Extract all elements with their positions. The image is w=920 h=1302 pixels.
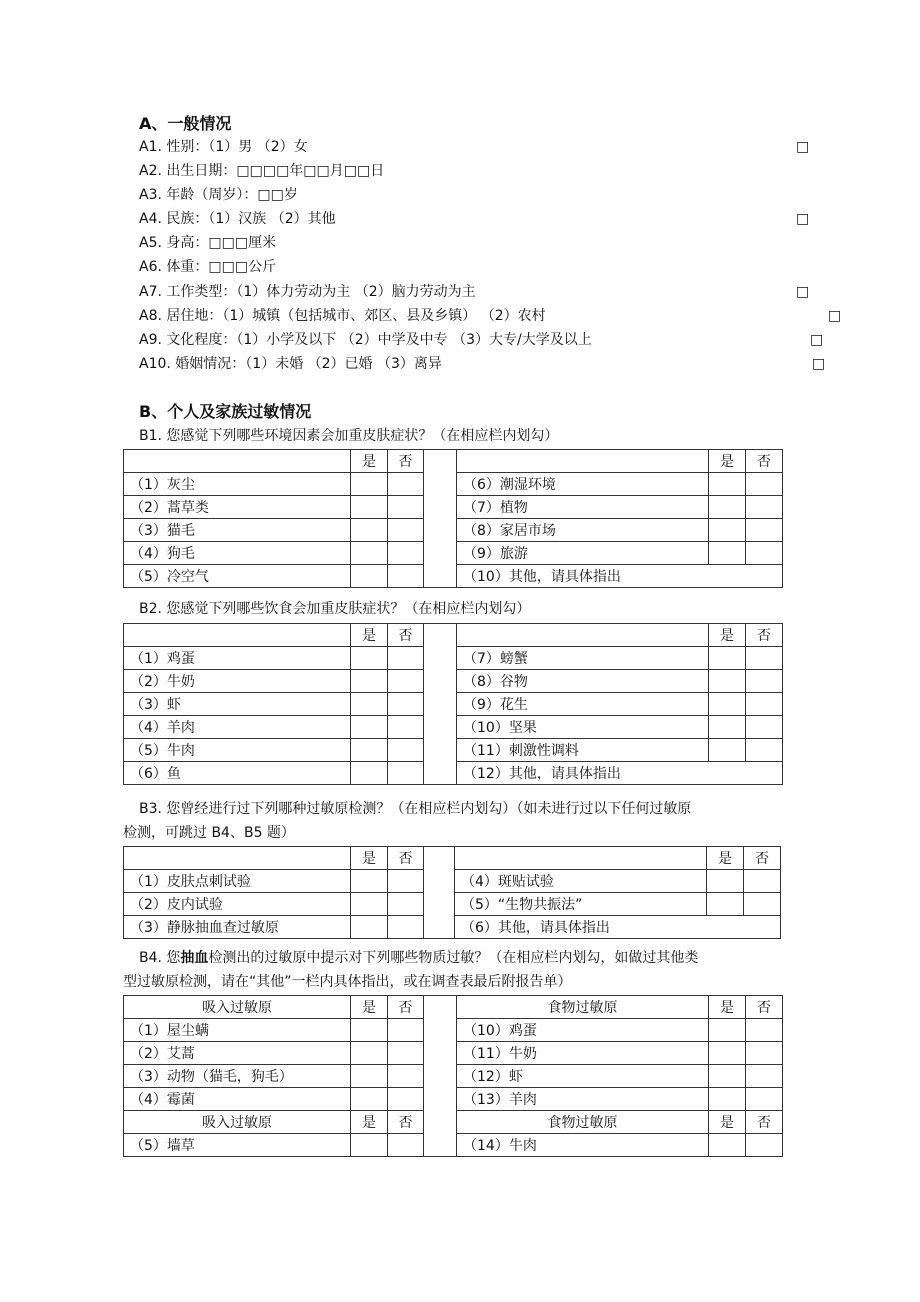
yes-cell[interactable] bbox=[709, 716, 746, 739]
b2-item: （11）刺激性调料 bbox=[457, 739, 709, 762]
section-b-title: B、个人及家族过敏情况 bbox=[139, 402, 312, 421]
yes-cell[interactable] bbox=[351, 542, 388, 565]
yes-cell[interactable] bbox=[351, 693, 388, 716]
b3-table bbox=[123, 846, 781, 939]
a5-text: A5. 身高：□□□厘米 bbox=[139, 235, 277, 251]
b2-item: （2）牛奶 bbox=[124, 670, 351, 693]
yes-cell[interactable] bbox=[709, 1042, 746, 1065]
yes-cell[interactable] bbox=[351, 565, 388, 588]
b4-question-post: 检测出的过敏原中提示对下列哪些物质过敏？（在相应栏内划勾，如做过其他类 bbox=[208, 950, 699, 966]
yes-cell[interactable] bbox=[351, 1088, 388, 1111]
no-cell[interactable] bbox=[388, 1065, 424, 1088]
yes-cell[interactable] bbox=[351, 1065, 388, 1088]
b4-item: （11）牛奶 bbox=[457, 1042, 709, 1065]
yes-cell[interactable] bbox=[709, 1134, 746, 1157]
yes-cell[interactable] bbox=[709, 1088, 746, 1111]
b3-header-blank bbox=[124, 847, 351, 870]
no-cell[interactable] bbox=[388, 893, 424, 916]
b4-question-line1 bbox=[139, 948, 698, 968]
no-cell[interactable] bbox=[746, 473, 783, 496]
b4-food-header-2: 食物过敏原 bbox=[457, 1111, 709, 1134]
b1-item-other[interactable]: （10）其他，请具体指出 bbox=[457, 565, 783, 588]
a6-text: A6. 体重：□□□公斤 bbox=[139, 259, 277, 275]
b1-yes-header-right: 是 bbox=[709, 450, 746, 473]
yes-cell[interactable] bbox=[351, 1019, 388, 1042]
yes-cell[interactable] bbox=[351, 473, 388, 496]
yes-cell[interactable] bbox=[351, 739, 388, 762]
b3-item-other[interactable]: （6）其他，请具体指出 bbox=[455, 916, 781, 939]
no-cell[interactable] bbox=[388, 542, 424, 565]
b2-gap bbox=[424, 624, 457, 785]
b4-yes-header: 是 bbox=[351, 996, 388, 1019]
yes-cell[interactable] bbox=[351, 1134, 388, 1157]
b2-no-header-right: 否 bbox=[746, 624, 783, 647]
b2-yes-header: 是 bbox=[351, 624, 388, 647]
b3-yes-header-right: 是 bbox=[707, 847, 744, 870]
yes-cell[interactable] bbox=[709, 519, 746, 542]
b3-item: （3）静脉抽血查过敏原 bbox=[124, 916, 351, 939]
b4-item: （5）墙草 bbox=[124, 1134, 351, 1157]
b4-item: （3）动物（猫毛，狗毛） bbox=[124, 1065, 351, 1088]
yes-cell[interactable] bbox=[709, 473, 746, 496]
a3-text: A3. 年龄（周岁）：□□岁 bbox=[139, 187, 298, 203]
no-cell[interactable] bbox=[388, 473, 424, 496]
a7-checkbox[interactable]: □ bbox=[796, 284, 810, 300]
b4-table bbox=[123, 995, 783, 1157]
b2-question: B2. 您感觉下列哪些饮食会加重皮肤症状？（在相应栏内划勾） bbox=[139, 601, 531, 617]
a10-checkbox[interactable]: □ bbox=[812, 356, 826, 372]
no-cell[interactable] bbox=[746, 716, 783, 739]
no-cell[interactable] bbox=[746, 1134, 783, 1157]
b2-item: （9）花生 bbox=[457, 693, 709, 716]
yes-cell[interactable] bbox=[351, 916, 388, 939]
b2-item: （5）牛肉 bbox=[124, 739, 351, 762]
b2-no-header: 否 bbox=[388, 624, 424, 647]
b4-gap bbox=[424, 996, 457, 1157]
a9-text: A9. 文化程度：（1）小学及以下 （2）中学及中专 （3）大专/大学及以上 bbox=[139, 332, 592, 348]
no-cell[interactable] bbox=[746, 670, 783, 693]
yes-cell[interactable] bbox=[709, 496, 746, 519]
b4-inhalant-header: 吸入过敏原 bbox=[124, 996, 351, 1019]
b3-no-header: 否 bbox=[388, 847, 424, 870]
no-cell[interactable] bbox=[746, 739, 783, 762]
no-cell[interactable] bbox=[388, 1134, 424, 1157]
no-cell[interactable] bbox=[746, 519, 783, 542]
a4-text: A4. 民族：（1）汉族 （2）其他 bbox=[139, 211, 336, 227]
no-cell[interactable] bbox=[388, 565, 424, 588]
b2-item: （6）鱼 bbox=[124, 762, 351, 785]
b2-item: （1）鸡蛋 bbox=[124, 647, 351, 670]
b1-header-blank-right bbox=[457, 450, 709, 473]
b1-item: （7）植物 bbox=[457, 496, 709, 519]
no-cell[interactable] bbox=[746, 647, 783, 670]
no-cell[interactable] bbox=[388, 1088, 424, 1111]
a2-text: A2. 出生日期：□□□□年□□月□□日 bbox=[139, 163, 385, 179]
b1-item: （5）冷空气 bbox=[124, 565, 351, 588]
b4-item: （14）牛肉 bbox=[457, 1134, 709, 1157]
a4-checkbox[interactable]: □ bbox=[796, 211, 810, 227]
yes-cell[interactable] bbox=[351, 762, 388, 785]
no-cell[interactable] bbox=[744, 893, 781, 916]
b3-yes-header: 是 bbox=[351, 847, 388, 870]
yes-cell[interactable] bbox=[707, 870, 744, 893]
no-cell[interactable] bbox=[388, 670, 424, 693]
no-cell[interactable] bbox=[388, 519, 424, 542]
b3-question-line1: B3. 您曾经进行过下列哪种过敏原检测？（在相应栏内划勾）（如未进行过以下任何过敏原 bbox=[139, 801, 692, 817]
b4-item: （1）屋尘螨 bbox=[124, 1019, 351, 1042]
a7-text: A7. 工作类型：（1）体力劳动为主 （2）脑力劳动为主 bbox=[139, 284, 476, 300]
yes-cell[interactable] bbox=[351, 519, 388, 542]
b4-item: （13）羊肉 bbox=[457, 1088, 709, 1111]
no-cell[interactable] bbox=[388, 647, 424, 670]
a8-text: A8. 居住地：（1）城镇（包括城市、郊区、县及乡镇） （2）农村 bbox=[139, 308, 546, 324]
b1-item: （3）猫毛 bbox=[124, 519, 351, 542]
a9-checkbox[interactable]: □ bbox=[810, 332, 824, 348]
b1-no-header: 否 bbox=[388, 450, 424, 473]
no-cell[interactable] bbox=[746, 1042, 783, 1065]
b4-yes-header-right-2: 是 bbox=[709, 1111, 746, 1134]
b2-header-blank bbox=[124, 624, 351, 647]
b4-no-header-right: 否 bbox=[746, 996, 783, 1019]
no-cell[interactable] bbox=[744, 870, 781, 893]
b1-item: （8）家居市场 bbox=[457, 519, 709, 542]
b4-item: （10）鸡蛋 bbox=[457, 1019, 709, 1042]
no-cell[interactable] bbox=[388, 870, 424, 893]
no-cell[interactable] bbox=[746, 542, 783, 565]
b4-item: （2）艾蒿 bbox=[124, 1042, 351, 1065]
yes-cell[interactable] bbox=[709, 542, 746, 565]
b4-yes-header-right: 是 bbox=[709, 996, 746, 1019]
no-cell[interactable] bbox=[388, 762, 424, 785]
section-a-title: A、一般情况 bbox=[139, 114, 232, 133]
b1-item: （2）蒿草类 bbox=[124, 496, 351, 519]
b1-table bbox=[123, 449, 783, 588]
b1-item: （6）潮湿环境 bbox=[457, 473, 709, 496]
b1-gap bbox=[424, 450, 457, 588]
yes-cell[interactable] bbox=[351, 670, 388, 693]
a10-text: A10. 婚姻情况：（1）未婚 （2）已婚 （3）离异 bbox=[139, 356, 442, 372]
b2-item: （3）虾 bbox=[124, 693, 351, 716]
no-cell[interactable] bbox=[746, 496, 783, 519]
yes-cell[interactable] bbox=[709, 693, 746, 716]
b2-item: （7）螃蟹 bbox=[457, 647, 709, 670]
no-cell[interactable] bbox=[746, 1019, 783, 1042]
yes-cell[interactable] bbox=[709, 1065, 746, 1088]
no-cell[interactable] bbox=[388, 716, 424, 739]
b1-question: B1. 您感觉下列哪些环境因素会加重皮肤症状？（在相应栏内划勾） bbox=[139, 428, 559, 444]
b1-item: （4）狗毛 bbox=[124, 542, 351, 565]
b4-yes-header-2: 是 bbox=[351, 1111, 388, 1134]
yes-cell[interactable] bbox=[709, 739, 746, 762]
no-cell[interactable] bbox=[388, 1019, 424, 1042]
b4-no-header: 否 bbox=[388, 996, 424, 1019]
b1-item: （1）灰尘 bbox=[124, 473, 351, 496]
b4-question-line2: 型过敏原检测，请在“其他”一栏内具体指出，或在调查表最后附报告单） bbox=[123, 974, 572, 990]
b4-question-pre: B4. 您 bbox=[139, 950, 181, 966]
b4-food-header: 食物过敏原 bbox=[457, 996, 709, 1019]
b2-item: （10）坚果 bbox=[457, 716, 709, 739]
no-cell[interactable] bbox=[388, 739, 424, 762]
b2-header-blank-right bbox=[457, 624, 709, 647]
b1-yes-header: 是 bbox=[351, 450, 388, 473]
yes-cell[interactable] bbox=[351, 496, 388, 519]
yes-cell[interactable] bbox=[709, 670, 746, 693]
b2-item-other[interactable]: （12）其他，请具体指出 bbox=[457, 762, 783, 785]
yes-cell[interactable] bbox=[351, 1042, 388, 1065]
a8-checkbox[interactable]: □ bbox=[828, 308, 842, 324]
b3-item: （4）斑贴试验 bbox=[455, 870, 707, 893]
no-cell[interactable] bbox=[746, 1065, 783, 1088]
b1-no-header-right: 否 bbox=[746, 450, 783, 473]
b2-yes-header-right: 是 bbox=[709, 624, 746, 647]
b4-inhalant-header-2: 吸入过敏原 bbox=[124, 1111, 351, 1134]
yes-cell[interactable] bbox=[351, 870, 388, 893]
b4-item: （12）虾 bbox=[457, 1065, 709, 1088]
b3-no-header-right: 否 bbox=[744, 847, 781, 870]
b3-item: （2）皮内试验 bbox=[124, 893, 351, 916]
b4-question-bold: 抽血 bbox=[180, 950, 209, 966]
no-cell[interactable] bbox=[388, 693, 424, 716]
yes-cell[interactable] bbox=[709, 1019, 746, 1042]
no-cell[interactable] bbox=[746, 1088, 783, 1111]
no-cell[interactable] bbox=[746, 693, 783, 716]
b4-item: （4）霉菌 bbox=[124, 1088, 351, 1111]
b3-gap bbox=[424, 847, 455, 939]
yes-cell[interactable] bbox=[351, 893, 388, 916]
b3-question-line2: 检测，可跳过 B4、B5 题） bbox=[123, 825, 295, 841]
b1-header-blank bbox=[124, 450, 351, 473]
yes-cell[interactable] bbox=[709, 647, 746, 670]
b2-table bbox=[123, 623, 783, 785]
b4-no-header-right-2: 否 bbox=[746, 1111, 783, 1134]
b3-item: （1）皮肤点刺试验 bbox=[124, 870, 351, 893]
b4-no-header-2: 否 bbox=[388, 1111, 424, 1134]
no-cell[interactable] bbox=[388, 496, 424, 519]
yes-cell[interactable] bbox=[707, 893, 744, 916]
b3-header-blank-right bbox=[455, 847, 707, 870]
a1-text: A1. 性别：（1）男 （2）女 bbox=[139, 139, 308, 155]
no-cell[interactable] bbox=[388, 916, 424, 939]
b3-item: （5）“生物共振法” bbox=[455, 893, 707, 916]
a1-checkbox[interactable]: □ bbox=[796, 139, 810, 155]
yes-cell[interactable] bbox=[351, 716, 388, 739]
b1-item: （9）旅游 bbox=[457, 542, 709, 565]
no-cell[interactable] bbox=[388, 1042, 424, 1065]
b2-item: （4）羊肉 bbox=[124, 716, 351, 739]
yes-cell[interactable] bbox=[351, 647, 388, 670]
b2-item: （8）谷物 bbox=[457, 670, 709, 693]
